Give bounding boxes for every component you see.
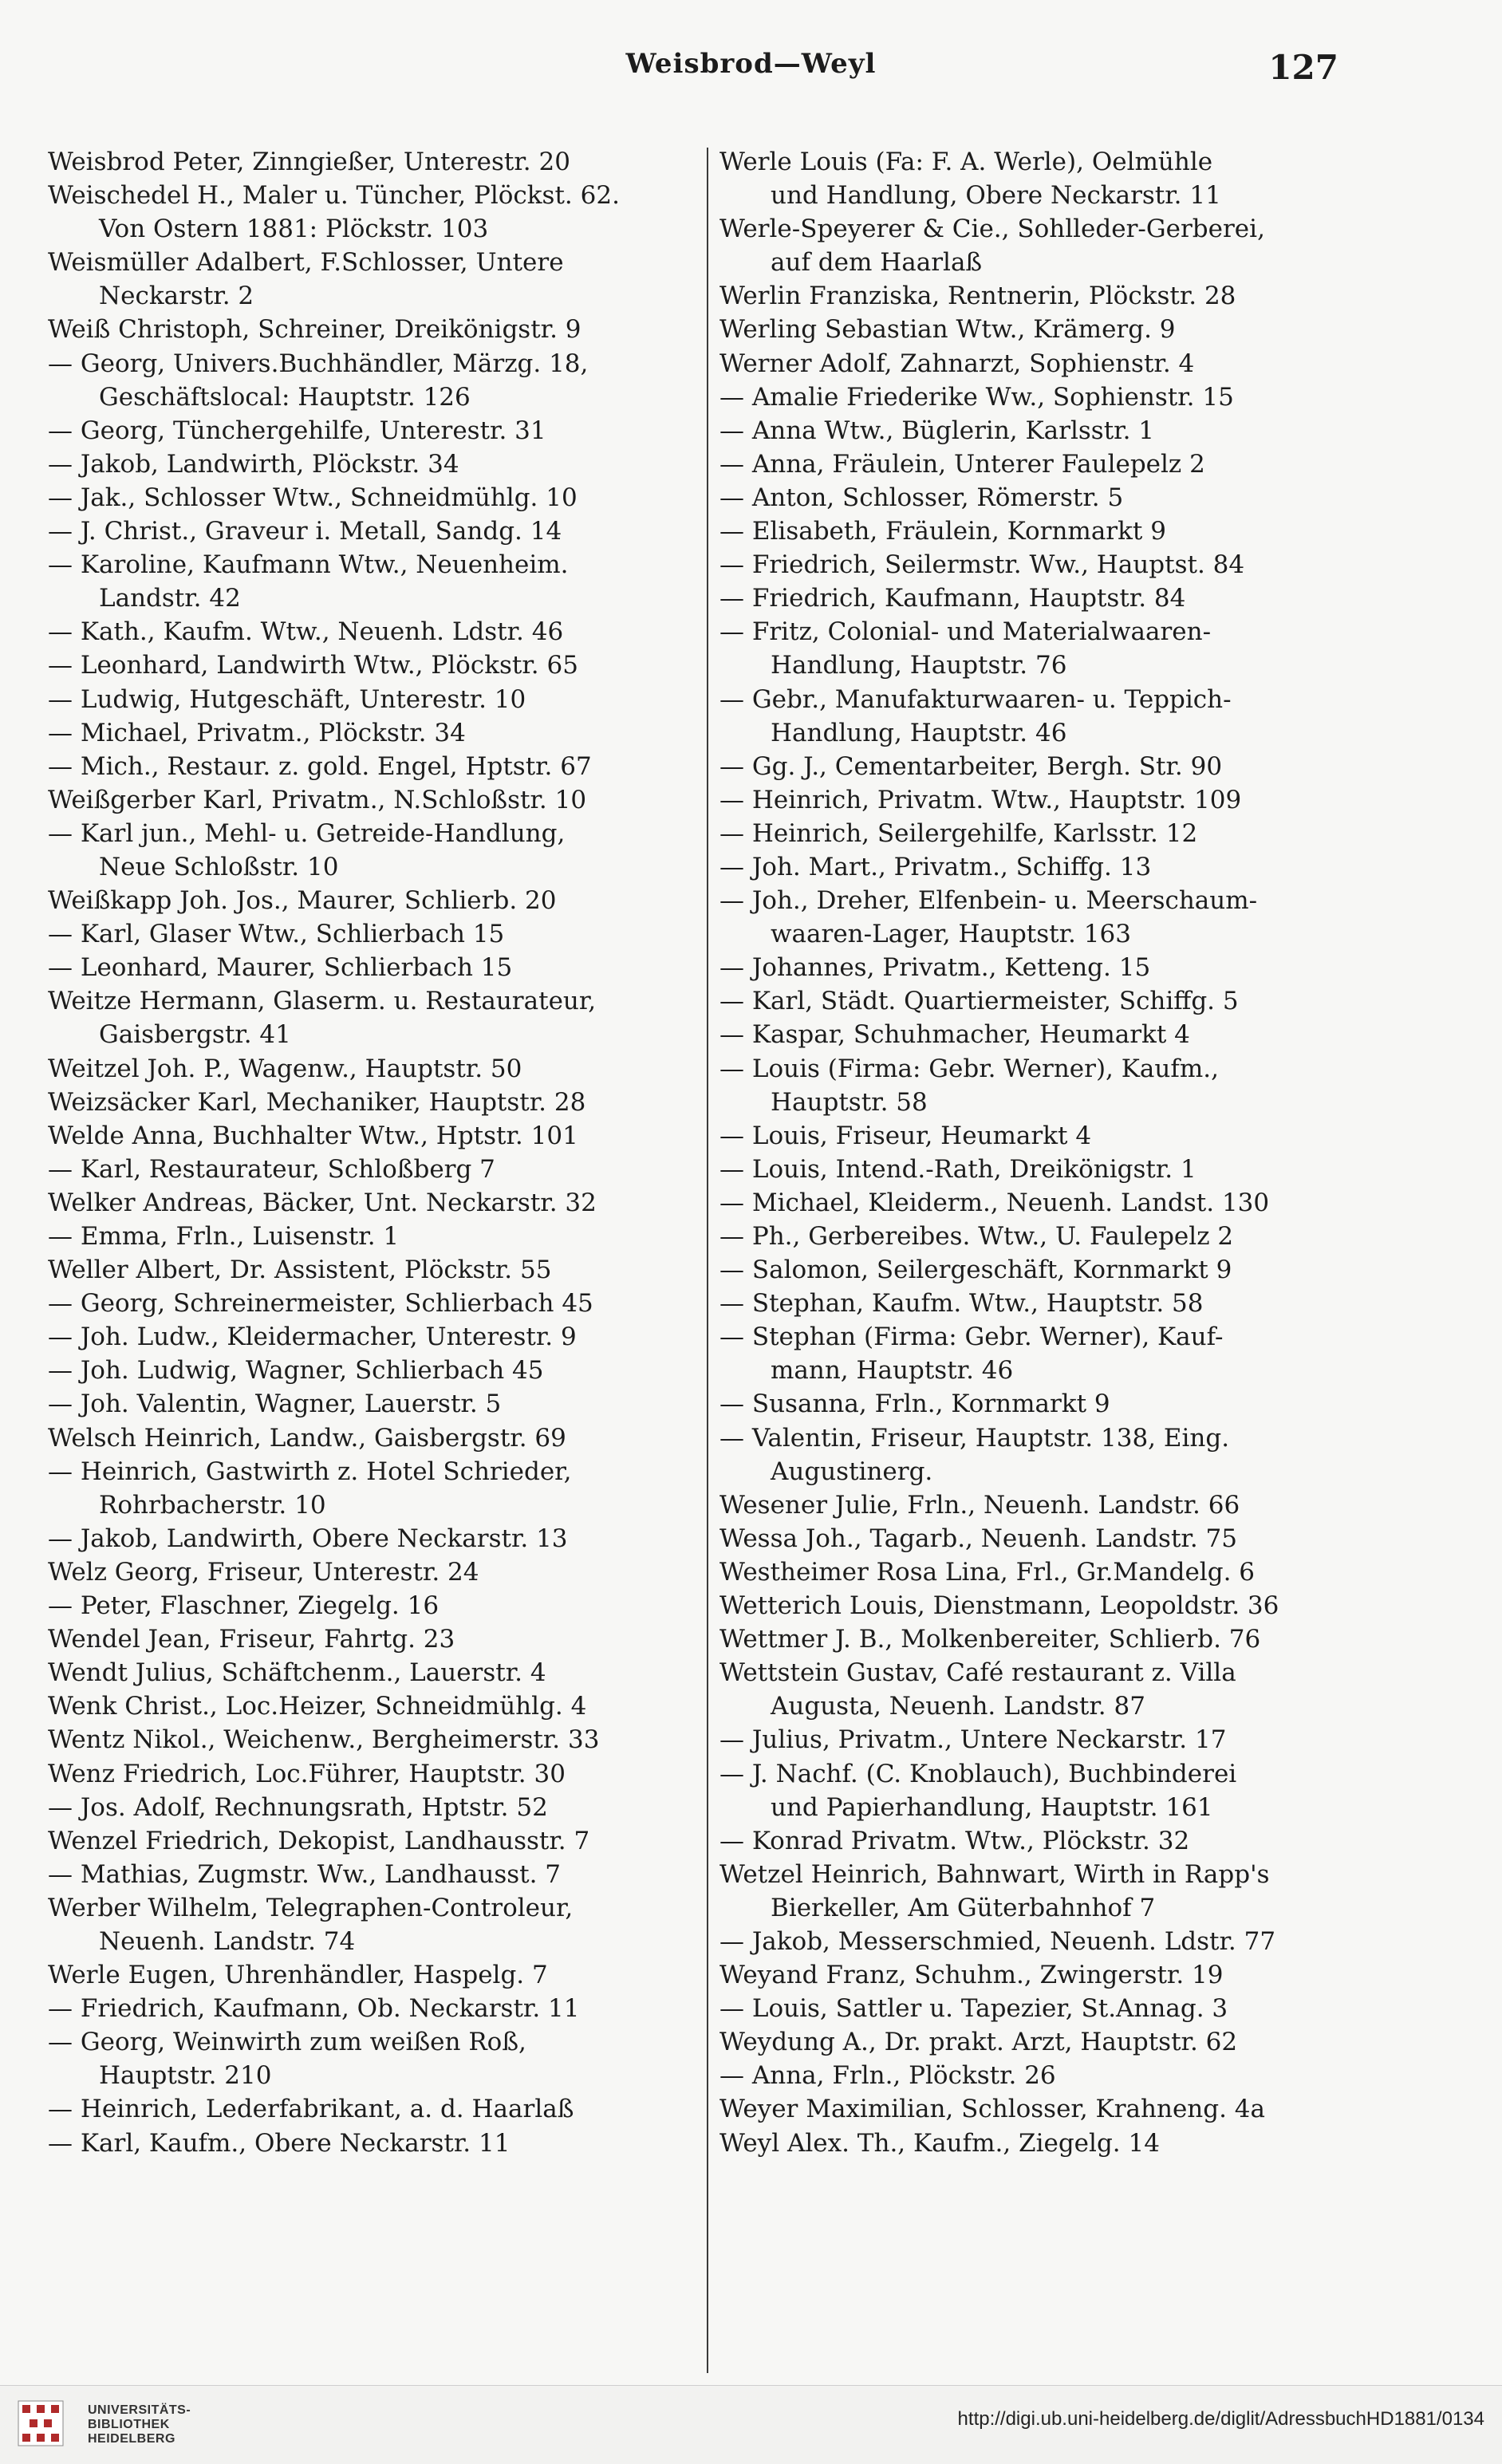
- entry-continuation-line: Handlung, Hauptstr. 46: [771, 718, 1067, 747]
- directory-entry-line: — Gebr., Manufakturwaaren- u. Teppich-: [719, 684, 1232, 714]
- directory-entry-line: — Heinrich, Lederfabrikant, a. d. Haarlaß: [48, 2095, 574, 2124]
- entry-continuation-line: und Handlung, Obere Neckarstr. 11: [771, 181, 1221, 211]
- right-column: [719, 145, 1421, 2160]
- directory-entry-line: Weiß Christoph, Schreiner, Dreikönigstr. 9: [48, 315, 581, 345]
- directory-entry-line: — Joh. Ludw., Kleidermacher, Unterestr. 9: [48, 1323, 577, 1352]
- directory-entry-line: Weyl Alex. Th., Kaufm., Ziegelg. 14: [719, 2128, 1160, 2158]
- column-divider: [707, 148, 708, 2373]
- directory-entry-line: — Anna, Frln., Plöckstr. 26: [719, 2061, 1056, 2091]
- directory-entry-line: — Joh. Ludwig, Wagner, Schlierbach 45: [48, 1356, 544, 1386]
- entry-continuation-line: Augusta, Neuenh. Landstr. 87: [771, 1692, 1145, 1721]
- directory-entry-line: — Susanna, Frln., Kornmarkt 9: [719, 1390, 1110, 1419]
- directory-entry-line: — J. Nachf. (C. Knoblauch), Buchbinderei: [719, 1759, 1237, 1788]
- directory-entry-line: — Jakob, Landwirth, Obere Neckarstr. 13: [48, 1524, 568, 1553]
- directory-entry-line: — Leonhard, Maurer, Schlierbach 15: [48, 953, 513, 983]
- running-head: Weisbrod—Weyl: [625, 48, 877, 80]
- directory-entry-line: Weller Albert, Dr. Assistent, Plöckstr. 55: [48, 1256, 552, 1285]
- directory-entry-line: — Louis, Friseur, Heumarkt 4: [719, 1121, 1092, 1150]
- directory-entry-line: — Kaspar, Schuhmacher, Heumarkt 4: [719, 1020, 1190, 1050]
- directory-entry-line: Welz Georg, Friseur, Unterestr. 24: [48, 1557, 479, 1587]
- directory-entry-line: Werlin Franziska, Rentnerin, Plöckstr. 28: [719, 282, 1236, 311]
- entry-continuation-line: Hauptstr. 58: [771, 1087, 928, 1117]
- directory-entry-line: — Johannes, Privatm., Ketteng. 15: [719, 953, 1151, 983]
- directory-entry-line: — Michael, Kleiderm., Neuenh. Landst. 130: [719, 1188, 1270, 1217]
- entry-continuation-line: Handlung, Hauptstr. 76: [771, 651, 1067, 680]
- directory-entry-line: Welde Anna, Buchhalter Wtw., Hptstr. 101: [48, 1121, 578, 1150]
- directory-entry-line: — Anna, Fräulein, Unterer Faulepelz 2: [719, 449, 1205, 479]
- directory-entry-line: — Gg. J., Cementarbeiter, Bergh. Str. 90: [719, 751, 1223, 781]
- directory-entry-line: — J. Christ., Graveur i. Metall, Sandg. 14: [48, 517, 562, 546]
- entry-continuation-line: Neue Schloßstr. 10: [99, 852, 339, 881]
- directory-entry-line: — Elisabeth, Fräulein, Kornmarkt 9: [719, 517, 1166, 546]
- library-name-line: UNIVERSITÄTS-: [88, 2403, 191, 2417]
- entry-continuation-line: Bierkeller, Am Güterbahnhof 7: [771, 1893, 1156, 1922]
- directory-entry-line: — Ludwig, Hutgeschäft, Unterestr. 10: [48, 684, 526, 714]
- directory-entry-line: — Stephan (Firma: Gebr. Werner), Kauf-: [719, 1323, 1224, 1352]
- directory-entry-line: — Karl, Glaser Wtw., Schlierbach 15: [48, 920, 505, 949]
- directory-entry-line: Werle Louis (Fa: F. A. Werle), Oelmühle: [719, 148, 1213, 176]
- directory-entry-line: — Julius, Privatm., Untere Neckarstr. 17: [719, 1725, 1227, 1755]
- directory-entry-line: — Jakob, Landwirth, Plöckstr. 34: [48, 449, 459, 479]
- directory-entry-line: — Georg, Univers.Buchhändler, Märzg. 18,: [48, 349, 589, 378]
- directory-entry-line: Werner Adolf, Zahnarzt, Sophienstr. 4: [719, 349, 1195, 378]
- directory-entry-line: — Anna Wtw., Büglerin, Karlsstr. 1: [719, 416, 1154, 445]
- entry-continuation-line: auf dem Haarlaß: [771, 248, 983, 278]
- directory-entry-line: — Georg, Schreinermeister, Schlierbach 45: [48, 1289, 593, 1319]
- directory-entry-line: Weißgerber Karl, Privatm., N.Schloßstr. 10: [48, 785, 587, 814]
- directory-entry-line: — Jak., Schlosser Wtw., Schneidmühlg. 10: [48, 483, 578, 512]
- directory-entry-line: — Georg, Tünchergehilfe, Unterestr. 31: [48, 416, 546, 445]
- left-column: [48, 145, 696, 2160]
- entry-continuation-line: Rohrbacherstr. 10: [99, 1490, 326, 1520]
- entry-continuation-line: Geschäftslocal: Hauptstr. 126: [99, 382, 471, 412]
- directory-entry-line: Wendt Julius, Schäftchenm., Lauerstr. 4: [48, 1658, 546, 1688]
- directory-entry-line: Weitzel Joh. P., Wagenw., Hauptstr. 50: [48, 1054, 522, 1083]
- directory-entry-line: — Kath., Kaufm. Wtw., Neuenh. Ldstr. 46: [48, 617, 564, 647]
- entry-continuation-line: Von Ostern 1881: Plöckstr. 103: [99, 215, 489, 244]
- directory-entry-line: Wesener Julie, Frln., Neuenh. Landstr. 66: [719, 1490, 1240, 1520]
- directory-entry-line: — Ph., Gerbereibes. Wtw., U. Faulepelz 2: [719, 1222, 1234, 1251]
- directory-entry-line: Werle Eugen, Uhrenhändler, Haspelg. 7: [48, 1961, 548, 1990]
- library-name: [88, 2403, 191, 2446]
- directory-entry-line: — Louis, Sattler u. Tapezier, St.Annag. 3: [719, 1994, 1228, 2024]
- directory-entry-line: — Peter, Flaschner, Ziegelg. 16: [48, 1591, 440, 1621]
- directory-entry-line: Weyand Franz, Schuhm., Zwingerstr. 19: [719, 1961, 1224, 1990]
- directory-entry-line: — Friedrich, Kaufmann, Ob. Neckarstr. 11: [48, 1994, 580, 2024]
- page-number: 127: [1268, 48, 1338, 87]
- directory-entry-line: — Heinrich, Privatm. Wtw., Hauptstr. 109: [719, 785, 1242, 814]
- directory-entry-line: Wenk Christ., Loc.Heizer, Schneidmühlg. 4: [48, 1692, 587, 1721]
- directory-entry-line: — Jos. Adolf, Rechnungsrath, Hptstr. 52: [48, 1792, 548, 1822]
- directory-entry-line: — Karl jun., Mehl- u. Getreide-Handlung,: [48, 818, 566, 848]
- directory-entry-line: Weitze Hermann, Glaserm. u. Restaurateur,: [48, 987, 597, 1016]
- directory-entry-line: Wendel Jean, Friseur, Fahrtg. 23: [48, 1625, 455, 1654]
- directory-entry-line: — Heinrich, Seilergehilfe, Karlsstr. 12: [719, 818, 1198, 848]
- directory-entry-line: — Friedrich, Kaufmann, Hauptstr. 84: [719, 584, 1186, 613]
- directory-entry-line: Wettstein Gustav, Café restaurant z. Villa: [719, 1658, 1236, 1688]
- directory-entry-line: — Mich., Restaur. z. gold. Engel, Hptstr. 67: [48, 751, 592, 781]
- directory-entry-line: Wenz Friedrich, Loc.Führer, Hauptstr. 30: [48, 1759, 566, 1788]
- university-library-logo-icon: [18, 2400, 64, 2446]
- directory-entry-line: — Friedrich, Seilermstr. Ww., Hauptst. 84: [719, 550, 1245, 580]
- directory-entry-line: Westheimer Rosa Lina, Frl., Gr.Mandelg. 6: [719, 1557, 1255, 1587]
- directory-entry-line: — Salomon, Seilergeschäft, Kornmarkt 9: [719, 1256, 1232, 1285]
- source-url-link[interactable]: http://digi.ub.uni-heidelberg.de/diglit/AdressbuchHD1881/0134: [957, 2408, 1484, 2430]
- directory-entry-line: Weyer Maximilian, Schlosser, Krahneng. 4a: [719, 2095, 1266, 2124]
- directory-entry-line: — Valentin, Friseur, Hauptstr. 138, Eing.: [719, 1423, 1230, 1453]
- directory-entry-line: — Emma, Frln., Luisenstr. 1: [48, 1222, 400, 1251]
- directory-entry-line: — Karoline, Kaufmann Wtw., Neuenheim.: [48, 550, 569, 580]
- page-header: [0, 48, 1502, 96]
- directory-entry-line: — Konrad Privatm. Wtw., Plöckstr. 32: [719, 1826, 1190, 1855]
- directory-entry-line: Welker Andreas, Bäcker, Unt. Neckarstr. 32: [48, 1188, 597, 1217]
- directory-entry-line: Wessa Joh., Tagarb., Neuenh. Landstr. 75: [719, 1524, 1237, 1553]
- directory-entry-line: — Karl, Kaufm., Obere Neckarstr. 11: [48, 2128, 511, 2158]
- directory-entry-line: — Fritz, Colonial- und Materialwaaren-: [719, 617, 1212, 647]
- directory-entry-line: Wentz Nikol., Weichenw., Bergheimerstr. 33: [48, 1725, 600, 1755]
- directory-entry-line: Wettmer J. B., Molkenbereiter, Schlierb. 76: [719, 1625, 1261, 1654]
- entry-continuation-line: waaren-Lager, Hauptstr. 163: [771, 920, 1131, 949]
- directory-entry-line: Weisbrod Peter, Zinngießer, Unterestr. 20: [48, 148, 570, 176]
- directory-entry-line: Wetterich Louis, Dienstmann, Leopoldstr. 36: [719, 1591, 1279, 1621]
- directory-entry-line: Weydung A., Dr. prakt. Arzt, Hauptstr. 62: [719, 2028, 1238, 2057]
- directory-entry-line: Werling Sebastian Wtw., Krämerg. 9: [719, 315, 1176, 345]
- directory-entry-line: Weismüller Adalbert, F.Schlosser, Untere: [48, 248, 564, 278]
- directory-entry-line: Werber Wilhelm, Telegraphen-Controleur,: [48, 1893, 574, 1922]
- library-name-line: BIBLIOTHEK: [88, 2418, 170, 2431]
- entry-continuation-line: Neckarstr. 2: [99, 282, 254, 311]
- entry-continuation-line: und Papierhandlung, Hauptstr. 161: [771, 1792, 1213, 1822]
- directory-entry-line: — Anton, Schlosser, Römerstr. 5: [719, 483, 1124, 512]
- library-name-line: HEIDELBERG: [88, 2432, 175, 2446]
- directory-entry-line: — Joh. Mart., Privatm., Schiffg. 13: [719, 852, 1152, 881]
- entry-continuation-line: Landstr. 42: [99, 584, 241, 613]
- entry-continuation-line: mann, Hauptstr. 46: [771, 1356, 1014, 1386]
- page-footer: [0, 2385, 1502, 2464]
- entry-continuation-line: Augustinerg.: [771, 1457, 933, 1486]
- directory-entry-line: Wetzel Heinrich, Bahnwart, Wirth in Rapp's: [719, 1859, 1270, 1889]
- entry-continuation-line: Hauptstr. 210: [99, 2061, 272, 2091]
- directory-entry-line: Weißkapp Joh. Jos., Maurer, Schlierb. 20: [48, 886, 557, 916]
- directory-entry-line: — Louis, Intend.-Rath, Dreikönigstr. 1: [719, 1154, 1196, 1184]
- directory-entry-line: — Jakob, Messerschmied, Neuenh. Ldstr. 77: [719, 1926, 1276, 1956]
- directory-entry-line: Werle-Speyerer & Cie., Sohlleder-Gerberei,: [719, 215, 1265, 244]
- entry-continuation-line: Neuenh. Landstr. 74: [99, 1926, 356, 1956]
- directory-entry-line: — Joh., Dreher, Elfenbein- u. Meerschaum-: [719, 886, 1258, 916]
- directory-entry-line: — Heinrich, Gastwirth z. Hotel Schrieder,: [48, 1457, 572, 1486]
- directory-entry-line: — Karl, Restaurateur, Schloßberg 7: [48, 1154, 495, 1184]
- directory-entry-line: Weizsäcker Karl, Mechaniker, Hauptstr. 28: [48, 1087, 586, 1117]
- directory-entry-line: — Stephan, Kaufm. Wtw., Hauptstr. 58: [719, 1289, 1204, 1319]
- directory-entry-line: — Georg, Weinwirth zum weißen Roß,: [48, 2028, 526, 2057]
- directory-entry-line: Welsch Heinrich, Landw., Gaisbergstr. 69: [48, 1423, 566, 1453]
- directory-entry-line: — Louis (Firma: Gebr. Werner), Kaufm.,: [719, 1054, 1219, 1083]
- directory-entry-line: — Leonhard, Landwirth Wtw., Plöckstr. 65: [48, 651, 578, 680]
- directory-entry-line: — Michael, Privatm., Plöckstr. 34: [48, 718, 466, 747]
- directory-entry-line: — Mathias, Zugmstr. Ww., Landhausst. 7: [48, 1859, 562, 1889]
- directory-entry-line: Weischedel H., Maler u. Tüncher, Plöckst. 62.: [48, 181, 620, 211]
- directory-entry-line: — Joh. Valentin, Wagner, Lauerstr. 5: [48, 1390, 502, 1419]
- directory-entry-line: Wenzel Friedrich, Dekopist, Landhausstr. 7: [48, 1826, 590, 1855]
- directory-entry-line: — Amalie Friederike Ww., Sophienstr. 15: [719, 382, 1234, 412]
- directory-entry-line: — Karl, Städt. Quartiermeister, Schiffg. 5: [719, 987, 1239, 1016]
- entry-continuation-line: Gaisbergstr. 41: [99, 1020, 291, 1050]
